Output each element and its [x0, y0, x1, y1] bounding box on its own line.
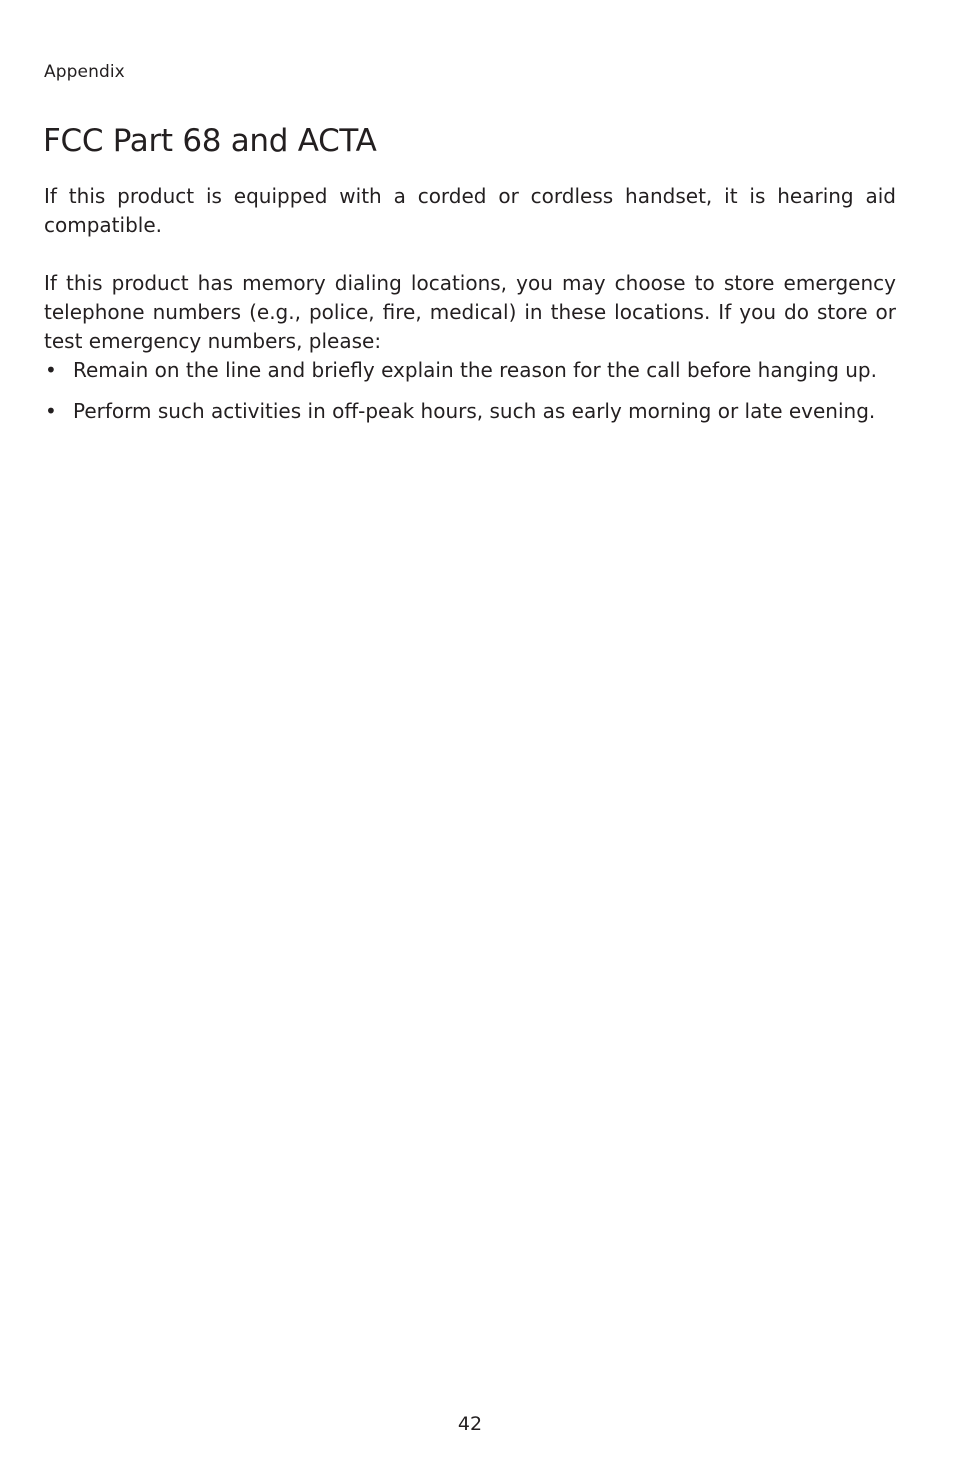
paragraph-memory-dialing: If this product has memory dialing locations, you may choose to store emergency telephone numbers (e.g., police, fire, medical) in these locations. If you do store or test emergency numbers, please: — [44, 271, 896, 353]
list-item-text: Remain on the line and briefly explain the reason for the call before hanging up. — [73, 358, 877, 382]
bullet-icon: • — [45, 399, 57, 423]
list-item — [44, 356, 896, 385]
page-title: FCC Part 68 and ACTA — [43, 123, 377, 159]
instruction-list — [44, 356, 896, 426]
bullet-icon: • — [45, 358, 57, 382]
page-number: 42 — [457, 1413, 483, 1435]
paragraph-hearing-aid: If this product is equipped with a corded or cordless handset, it is hearing aid compatible. — [44, 184, 896, 237]
running-header: Appendix — [44, 62, 125, 82]
list-item — [44, 397, 896, 426]
list-item-text: Perform such activities in off-peak hours, such as early morning or late evening. — [73, 399, 876, 423]
body-text — [44, 182, 896, 438]
